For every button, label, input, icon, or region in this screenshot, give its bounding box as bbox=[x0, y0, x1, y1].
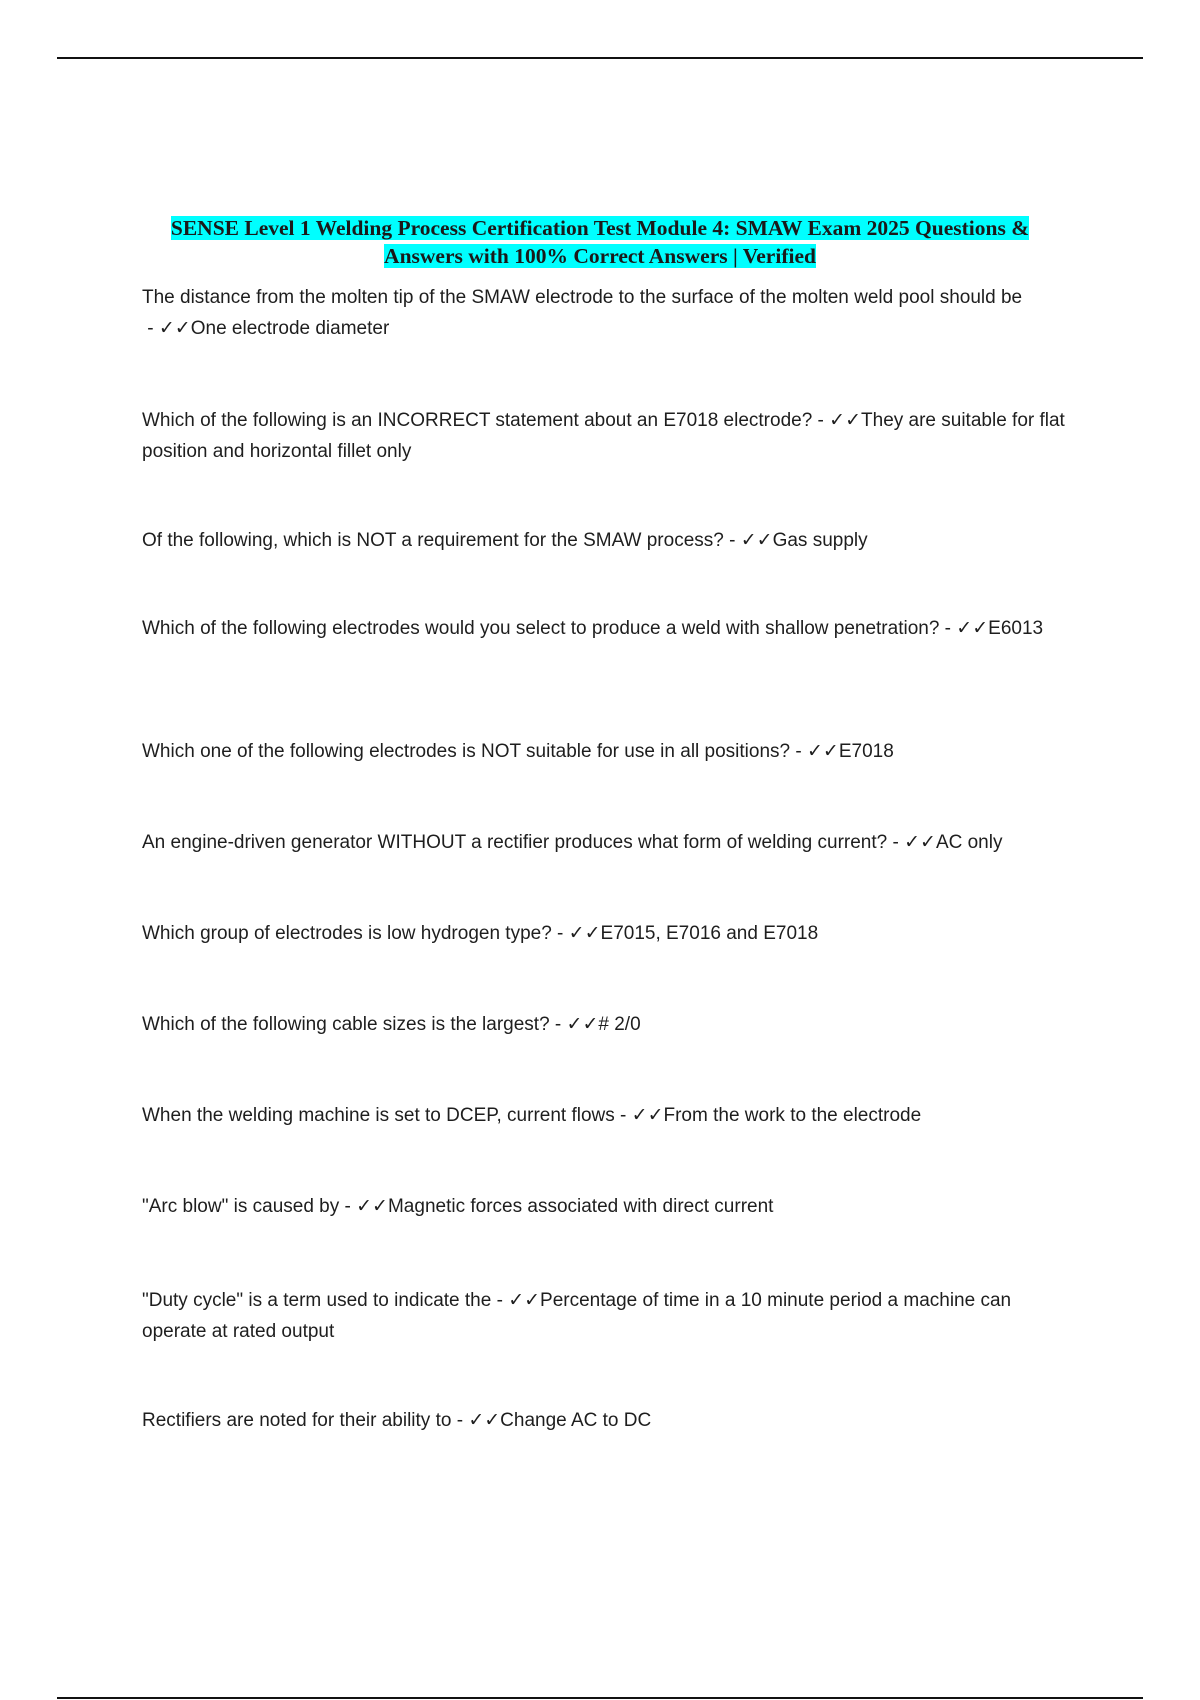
answer-text: AC only bbox=[935, 832, 1003, 853]
question-text: The distance from the molten tip of the SMAW electrode to the surface of the molten weld pool should be bbox=[142, 287, 1023, 308]
answer-text: Change AC to DC bbox=[500, 1410, 652, 1431]
question-text: Of the following, which is NOT a requirement for the SMAW process? bbox=[142, 530, 724, 551]
answer-text: From the work to the electrode bbox=[663, 1105, 922, 1126]
qa-item bbox=[142, 613, 1067, 644]
qa-item bbox=[142, 827, 1067, 858]
answer-text: Percentage of time in a 10 minute period a machine can operate at rated output bbox=[142, 1290, 1012, 1342]
qa-item bbox=[142, 1100, 1067, 1131]
answer-text: They are suitable for flat position and horizontal fillet only bbox=[142, 410, 1065, 462]
check-mark-icon: ✓✓ bbox=[740, 530, 773, 551]
qa-item bbox=[142, 1009, 1067, 1040]
check-mark-icon: ✓✓ bbox=[508, 1290, 541, 1311]
check-mark-icon: ✓✓ bbox=[566, 1014, 599, 1035]
answer-text: One electrode diameter bbox=[190, 318, 390, 339]
separator: - bbox=[939, 618, 957, 639]
check-mark-icon: ✓✓ bbox=[904, 832, 936, 853]
separator: - bbox=[549, 1014, 567, 1035]
bottom-rule bbox=[57, 1697, 1143, 1699]
check-mark-icon: ✓✓ bbox=[829, 410, 862, 431]
check-mark-icon: ✓✓ bbox=[356, 1196, 388, 1217]
separator: - bbox=[723, 530, 741, 551]
answer-text: Magnetic forces associated with direct current bbox=[387, 1196, 774, 1217]
document-title-text: SENSE Level 1 Welding Process Certification Test Module 4: SMAW Exam 2025 Questions & Answers with 100% Correct Answers | Verified bbox=[170, 216, 1030, 268]
question-text: Rectifiers are noted for their ability to bbox=[142, 1410, 452, 1431]
question-text: Which of the following is an INCORRECT statement about an E7018 electrode? bbox=[142, 410, 813, 431]
check-mark-icon: ✓✓ bbox=[568, 923, 601, 944]
question-text: Which group of electrodes is low hydrogen type? bbox=[142, 923, 552, 944]
qa-item bbox=[142, 525, 1067, 556]
question-text: When the welding machine is set to DCEP, current flows bbox=[142, 1105, 615, 1126]
separator: - bbox=[451, 1410, 469, 1431]
separator: - bbox=[491, 1290, 509, 1311]
answer-text: # 2/0 bbox=[598, 1014, 641, 1035]
check-mark-icon: ✓✓ bbox=[468, 1410, 501, 1431]
qa-item bbox=[142, 405, 1067, 467]
answer-text: Gas supply bbox=[772, 530, 868, 551]
document-title bbox=[130, 214, 1070, 270]
check-mark-icon: ✓✓ bbox=[631, 1105, 664, 1126]
separator: - bbox=[142, 318, 159, 339]
separator: - bbox=[887, 832, 905, 853]
answer-text: E7015, E7016 and E7018 bbox=[600, 923, 819, 944]
separator: - bbox=[614, 1105, 632, 1126]
separator: - bbox=[339, 1196, 357, 1217]
question-text: "Duty cycle" is a term used to indicate the bbox=[142, 1290, 492, 1311]
qa-item bbox=[142, 1191, 1067, 1222]
qa-item bbox=[142, 1285, 1067, 1347]
question-text: Which one of the following electrodes is NOT suitable for use in all positions? bbox=[142, 741, 791, 762]
answer-text: E6013 bbox=[988, 618, 1044, 639]
separator: - bbox=[790, 741, 807, 762]
check-mark-icon: ✓✓ bbox=[158, 318, 191, 339]
qa-item bbox=[142, 1405, 1067, 1436]
qa-item bbox=[142, 918, 1067, 949]
question-text: "Arc blow" is caused by bbox=[142, 1196, 340, 1217]
separator: - bbox=[551, 923, 569, 944]
question-text: Which of the following cable sizes is the largest? bbox=[142, 1014, 550, 1035]
question-text: An engine-driven generator WITHOUT a rectifier produces what form of welding current? bbox=[142, 832, 888, 853]
answer-text: E7018 bbox=[838, 741, 894, 762]
qa-item bbox=[142, 282, 1067, 344]
top-rule bbox=[57, 57, 1143, 59]
check-mark-icon: ✓✓ bbox=[956, 618, 989, 639]
qa-item bbox=[142, 736, 1067, 767]
separator: - bbox=[812, 410, 830, 431]
check-mark-icon: ✓✓ bbox=[807, 741, 839, 762]
question-text: Which of the following electrodes would you select to produce a weld with shallow penetration? bbox=[142, 618, 940, 639]
